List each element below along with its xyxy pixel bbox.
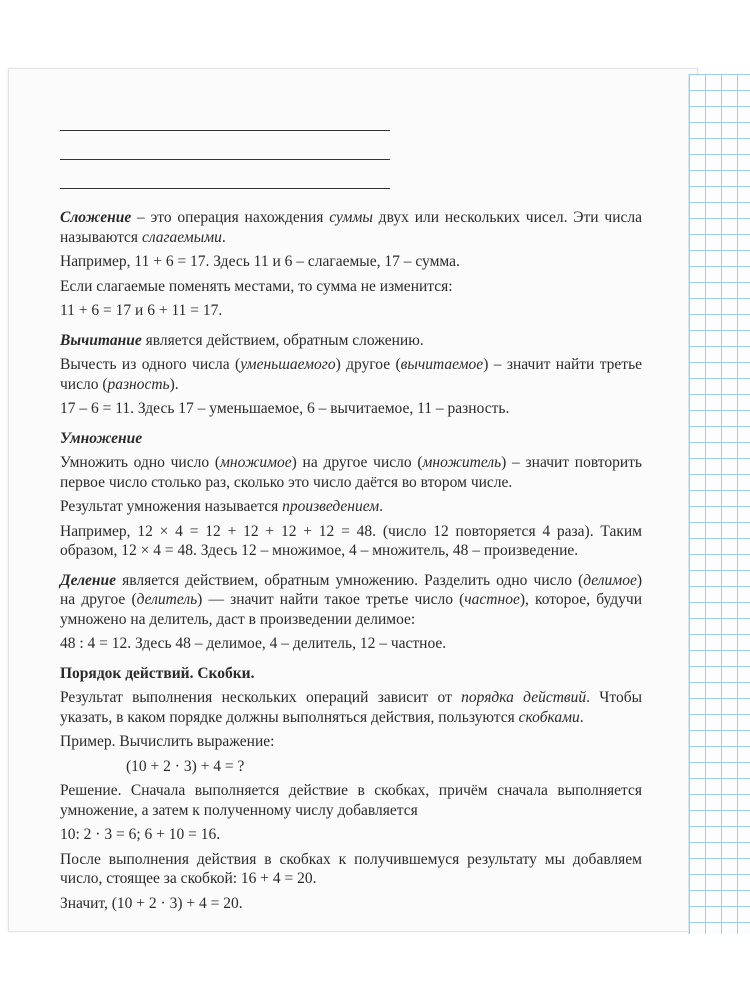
solution-after: После выполнения действия в скобках к получившемуся результату мы добавляем число, стоящее за скобкой: 16 + 4 = 20. <box>60 850 642 887</box>
solution-answer: Значит, (10 + 2 · 3) + 4 = 20. <box>60 894 243 912</box>
dividend-term: делимое <box>583 571 637 589</box>
example-expression: (10 + 2 · 3) + 4 = ? <box>126 757 245 775</box>
writing-line-3 <box>60 188 390 189</box>
text-content <box>60 208 642 918</box>
addition-definition: Сложение – это операция нахождения суммы двух или нескольких чисел. Эти числа называются слагаемыми. <box>60 209 642 246</box>
divisor-term: делитель <box>136 591 198 608</box>
multiplier-term: множитель <box>422 454 502 471</box>
multiplication-title: Умножение <box>60 429 143 447</box>
writing-line-2 <box>60 159 390 160</box>
division-term: Деление <box>60 571 117 589</box>
order-explanation: Результат выполнения нескольких операций зависит от порядка действий. Чтобы указать, в каком порядке должны выполняться действия, пользуются скобками. <box>60 689 642 726</box>
solution-step: 10: 2 · 3 = 6; 6 + 10 = 16. <box>60 826 221 843</box>
addition-term: Сложение <box>60 209 132 226</box>
brackets-term: скобками <box>518 708 580 726</box>
product-term: произведением <box>282 498 380 515</box>
minuend-term: уменьшаемого <box>240 356 336 373</box>
solution-text: Решение. Сначала выполняется действие в скобках, причём сначала выполняется умножение, а затем к полученному числу добавляется <box>60 782 642 819</box>
sum-term: суммы <box>329 209 373 226</box>
addition-example: Например, 11 + 6 = 17. Здесь 11 и 6 – слагаемые, 17 – сумма. <box>60 253 460 270</box>
addition-rule-example: 11 + 6 = 17 и 6 + 11 = 17. <box>60 302 223 319</box>
writing-line-1 <box>60 130 390 131</box>
division-definition: Деление является действием, обратным умножению. Разделить одно число (делимое) на другое (делитель) — значит найти такое третье число (частное), которое, будучи умножено на делитель, даст в произведении делимое: <box>60 571 643 628</box>
subtraction-example: 17 – 6 = 11. Здесь 17 – уменьшаемое, 6 – вычитаемое, 11 – разность. <box>60 400 510 417</box>
multiplicand-term: множимое <box>220 454 292 471</box>
grid-paper-edge <box>688 74 750 934</box>
multiplication-result: Результат умножения называется произведением. <box>60 498 383 515</box>
order-title: Порядок действий. Скобки. <box>60 664 255 682</box>
subtraction-definition: Вычитание является действием, обратным сложению. <box>60 331 424 349</box>
example-label: Пример. Вычислить выражение: <box>60 733 275 750</box>
subtraction-explanation: Вычесть из одного числа (уменьшаемого) другое (вычитаемое) – значит найти третье число (разность). <box>60 356 643 393</box>
addends-term: слагаемыми <box>141 228 222 246</box>
difference-term: разность <box>107 375 170 393</box>
division-example: 48 : 4 = 12. Здесь 48 – делимое, 4 – делитель, 12 – частное. <box>60 635 447 652</box>
order-term: порядка действий <box>461 689 587 706</box>
multiplication-definition: Умножить одно число (множимое) на другое число (множитель) – значит повторить первое число столько раз, сколько это число даётся во втором числе. <box>60 454 642 491</box>
addition-rule: Если слагаемые поменять местами, то сумма не изменится: <box>60 277 453 295</box>
quotient-term: частное <box>464 591 520 608</box>
subtrahend-term: вычитаемое <box>400 356 484 373</box>
multiplication-example: Например, 12 × 4 = 12 + 12 + 12 + 12 = 48. (число 12 повторяется 4 раза). Таким образом, 12 × 4 = 48. Здесь 12 – множимое, 4 – множитель, 48 – произведение. <box>60 522 642 559</box>
subtraction-term: Вычитание <box>60 331 142 349</box>
